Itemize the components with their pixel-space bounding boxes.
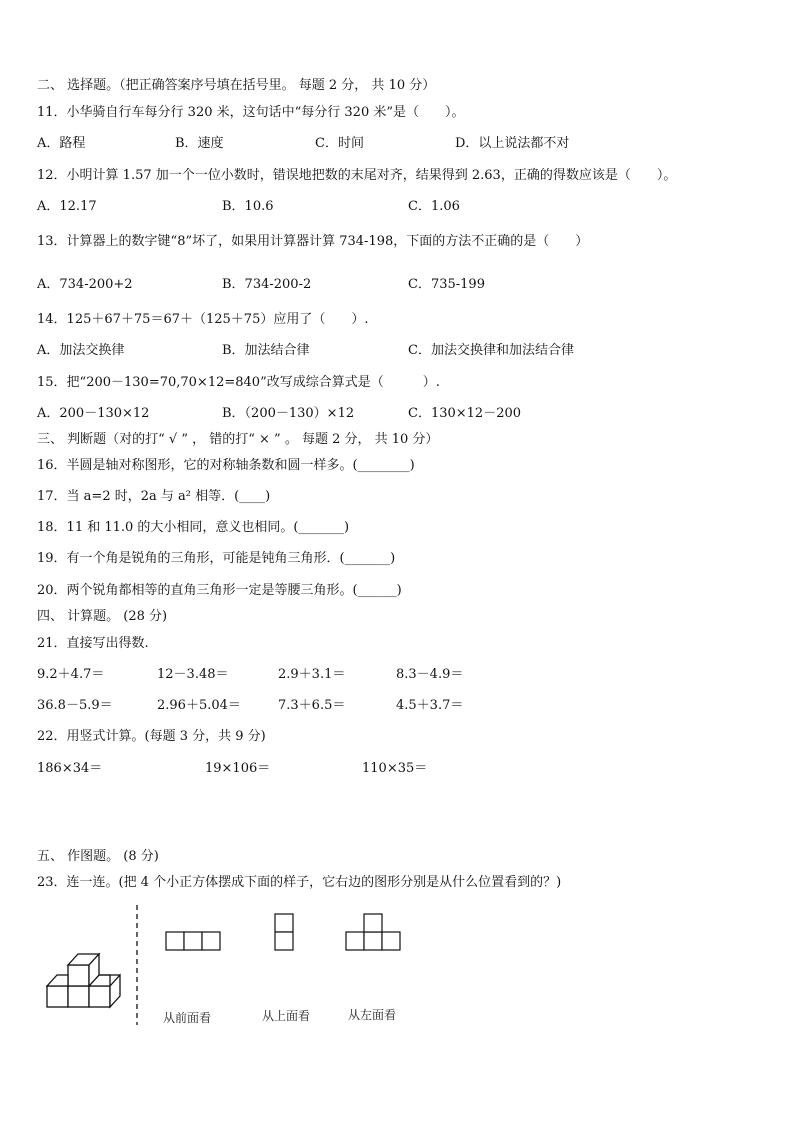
q11-option-a: A．路程 — [37, 136, 86, 151]
section-3-header: 三、 判断题（对的打“ √ ” ， 错的打“ × ” 。 每题 2 分， 共 10 分） — [37, 432, 439, 447]
view-top — [275, 914, 293, 950]
view-front — [166, 932, 220, 950]
question-14: 14．125＋67＋75＝67＋（125＋75）应用了（ ）. — [37, 312, 369, 327]
q13-option-a: A．734-200+2 — [37, 277, 133, 292]
q12-option-a: A．12.17 — [37, 199, 97, 214]
section-4-header: 四、 计算题。 (28 分) — [37, 609, 168, 624]
q11-option-d: D．以上说法都不对 — [455, 136, 570, 151]
q14-option-c: C．加法交换律和加法结合律 — [408, 343, 574, 358]
calc-item: 8.3－4.9＝ — [396, 667, 464, 682]
q11-option-b: B．速度 — [175, 136, 224, 151]
calc-item: 2.9＋3.1＝ — [278, 667, 346, 682]
calc-item: 7.3＋6.5＝ — [278, 698, 346, 713]
q14-option-b: B．加法结合律 — [222, 343, 310, 358]
question-15: 15．把“200－130=70,70×12=840”改写成综合算式是（ ）. — [37, 375, 440, 390]
cube-face — [68, 965, 89, 986]
q14-option-a: A．加法交换律 — [37, 343, 125, 358]
question-17: 17．当 a=2 时，2a 与 a² 相等．(____) — [37, 489, 271, 504]
question-23: 23．连一连。(把 4 个小正方体摆成下面的样子，它右边的图形分别是从什么位置看到的？) — [37, 875, 562, 890]
cube-top — [47, 975, 68, 986]
question-12: 12．小明计算 1.57 加一个一位小数时，错误地把数的末尾对齐，结果得到 2.63，正确的得数应该是（ ）。 — [37, 168, 677, 183]
section-2-header: 二、 选择题。（把正确答案序号填在括号里。 每题 2 分， 共 10 分） — [37, 78, 436, 93]
question-13: 13．计算器上的数字键“8”坏了，如果用计算器计算 734-198，下面的方法不正确的是（ ） — [37, 234, 589, 249]
question-22: 22．用竖式计算。(每题 3 分，共 9 分) — [37, 729, 266, 744]
label-from-front: 从前面看 — [163, 1011, 212, 1025]
q12-option-c: C．1.06 — [408, 199, 460, 214]
view-left — [346, 914, 400, 950]
calc-item: 9.2＋4.7＝ — [37, 667, 105, 682]
vertical-calc-item: 186×34＝ — [37, 761, 103, 776]
cube-face — [68, 986, 89, 1007]
cube-face — [89, 986, 110, 1007]
label-from-left: 从左面看 — [348, 1008, 397, 1022]
cube-stack-3d — [47, 954, 120, 1007]
section-5-header: 五、 作图题。 (8 分) — [37, 849, 159, 864]
question-18: 18．11 和 11.0 的大小相同，意义也相同。(_______) — [37, 520, 350, 535]
vertical-calc-item: 19×106＝ — [205, 761, 271, 776]
q15-option-a: A．200－130×12 — [37, 406, 150, 421]
q15-option-b: B．（200－130）×12 — [222, 406, 355, 421]
q11-option-c: C．时间 — [315, 136, 364, 151]
question-20: 20．两个锐角都相等的直角三角形一定是等腰三角形。(______) — [37, 583, 402, 598]
question-21: 21．直接写出得数. — [37, 636, 149, 651]
question-11: 11．小华骑自行车每分行 320 米，这句话中“每分行 320 米”是（ ）。 — [37, 105, 465, 120]
calc-item: 36.8－5.9＝ — [37, 698, 113, 713]
label-from-top: 从上面看 — [262, 1009, 311, 1023]
q15-option-c: C．130×12－200 — [408, 406, 522, 421]
cube-side — [110, 975, 120, 1007]
question-19: 19．有一个角是锐角的三角形，可能是钝角三角形．(_______) — [37, 551, 396, 566]
calc-item: 2.96＋5.04＝ — [157, 698, 241, 713]
question-16: 16．半圆是轴对称图形，它的对称轴条数和圆一样多。(________) — [37, 458, 415, 473]
q13-option-b: B．734-200-2 — [222, 277, 312, 292]
vertical-calc-item: 110×35＝ — [362, 761, 428, 776]
q13-option-c: C．735-199 — [408, 277, 485, 292]
cube-face — [47, 986, 68, 1007]
q12-option-b: B．10.6 — [222, 199, 274, 214]
calc-item: 12－3.48＝ — [157, 667, 229, 682]
calc-item: 4.5＋3.7＝ — [396, 698, 464, 713]
